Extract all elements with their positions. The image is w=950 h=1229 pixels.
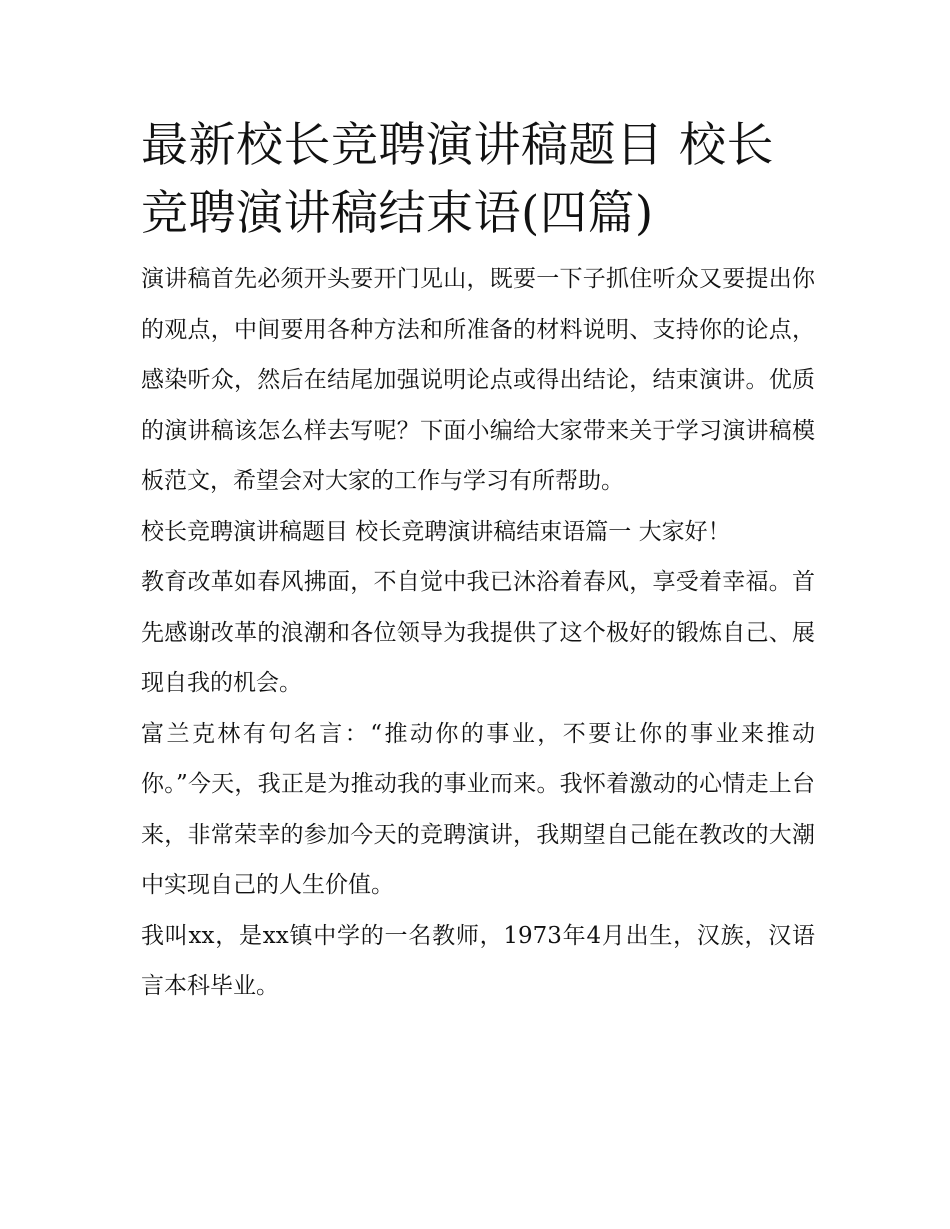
paragraph-intro: 演讲稿首先必须开头要开门见山，既要一下子抓住听众又要提出你的观点，中间要用各种方法和所准备的材料说明、支持你的论点，感染听众，然后在结尾加强说明论点或得出结论，结束演讲。优质的演讲稿该怎么样去写呢？下面小编给大家带来关于学习演讲稿模板范文，希望会对大家的工作与学习有所帮助。 — [141, 266, 815, 494]
document-body — [141, 112, 815, 1012]
paragraph-franklin-quote: 富兰克林有句名言：“推动你的事业，不要让你的事业来推动你。”今天，我正是为推动我的事业而来。我怀着激动的心情走上台来，非常荣幸的参加今天的竞聘演讲，我期望自己能在教改的大潮中实现自己的人生价值。 — [141, 720, 815, 898]
document-title: 最新校长竞聘演讲稿题目 校长竞聘演讲稿结束语(四篇) — [141, 118, 774, 241]
paragraph-section-heading: 校长竞聘演讲稿题目 校长竞聘演讲稿结束语篇一 大家好！ — [141, 518, 731, 545]
paragraph-education-reform: 教育改革如春风拂面，不自觉中我已沐浴着春风，享受着幸福。首先感谢改革的浪潮和各位领导为我提供了这个极好的锻炼自己、展现自我的机会。 — [141, 569, 815, 696]
paragraph-self-introduction: 我叫xx，是xx镇中学的一名教师，1973年4月出生，汉族，汉语言本科毕业。 — [141, 922, 815, 999]
